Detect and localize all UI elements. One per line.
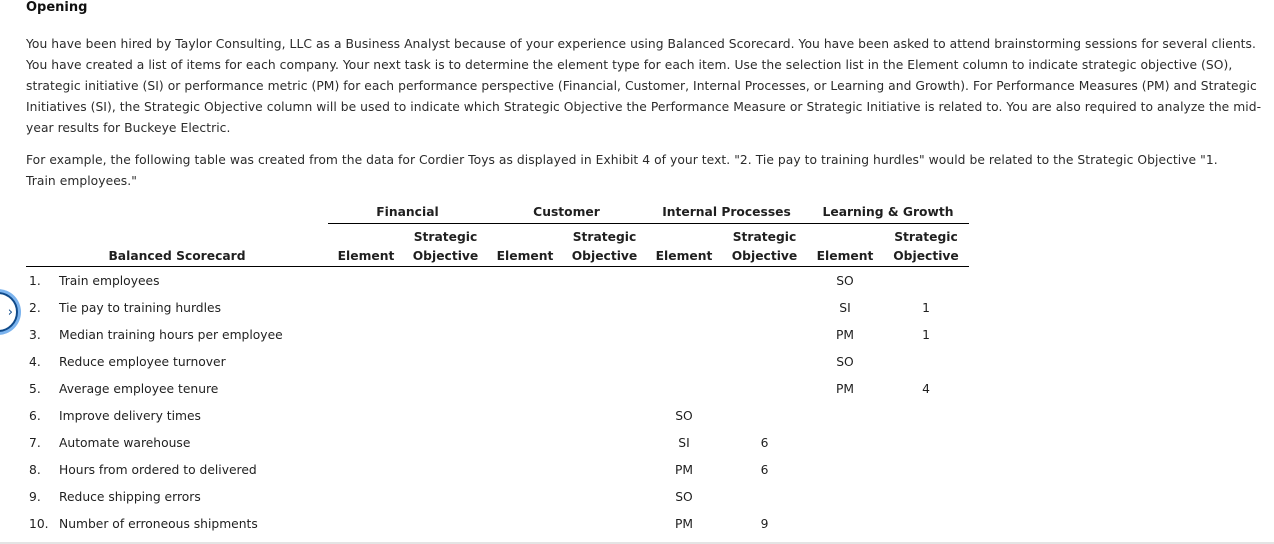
financial-element-cell (328, 321, 404, 348)
table-row (26, 510, 969, 537)
row-number: 10. (29, 516, 49, 531)
financial-element-cell (328, 429, 404, 456)
learning-element-cell: SO (836, 354, 854, 369)
row-number: 2. (29, 300, 41, 315)
internal-objective-cell (722, 294, 807, 321)
internal-element-cell: SO (675, 408, 693, 423)
intro-paragraph: You have been hired by Taylor Consulting, LLC as a Business Analyst because of your experience using Balanced Scorecard. You have been asked to attend brainstorming sessions for several clients. You have created a list of items for each company. Your next task is to determine the element type for each item. Use the selection list in the Element column to indicate strategic objective (SO), strategic initiative (SI) or performance metric (PM) for each performance perspective (Financial, Customer, Internal Processes, or Learning and Growth). For Performance Measures (PM) and Strategic Initiatives (SI), the Strategic Objective column will be used to indicate which Strategic Objective the Performance Measure or Strategic Initiative is related to. You are also required to analyze the mid-year results for Buckeye Electric. (26, 37, 1262, 135)
internal-objective-cell: 6 (760, 462, 769, 477)
perspective-learning-growth: Learning & Growth (807, 200, 969, 224)
learning-element-cell (807, 402, 883, 429)
financial-objective-cell (404, 267, 487, 295)
internal-objective-cell: 6 (760, 435, 769, 450)
row-number: 9. (29, 489, 41, 504)
financial-element-cell (328, 510, 404, 537)
financial-objective-cell (404, 348, 487, 375)
internal-element-cell (646, 294, 722, 321)
customer-objective-cell (563, 294, 646, 321)
customer-objective-cell (563, 483, 646, 510)
row-number: 6. (29, 408, 41, 423)
financial-objective-cell (404, 429, 487, 456)
chevron-right-icon: › (7, 304, 13, 320)
learning-objective-cell (883, 402, 969, 429)
scorecard-body (26, 267, 969, 538)
learning-element-cell: PM (835, 327, 855, 342)
perspective-internal-processes: Internal Processes (646, 200, 807, 224)
customer-element-cell (487, 348, 563, 375)
customer-element-cell (487, 321, 563, 348)
financial-element-cell (328, 402, 404, 429)
internal-objective-cell (722, 321, 807, 348)
customer-element-cell (487, 510, 563, 537)
customer-objective-cell (563, 429, 646, 456)
customer-element-cell (487, 483, 563, 510)
element-header: Element (328, 245, 404, 267)
financial-element-cell (328, 294, 404, 321)
financial-objective-cell (404, 321, 487, 348)
table-row (26, 483, 969, 510)
objective-header: Objective (722, 245, 807, 267)
learning-element-cell (807, 483, 883, 510)
row-item: Median training hours per employee (59, 327, 283, 342)
learning-objective-cell (883, 483, 969, 510)
internal-element-cell: SI (678, 435, 690, 450)
customer-objective-cell (563, 267, 646, 295)
learning-objective-cell (883, 510, 969, 537)
internal-objective-cell (722, 402, 807, 429)
financial-objective-cell (404, 375, 487, 402)
row-item: Number of erroneous shipments (59, 516, 258, 531)
customer-objective-cell (563, 402, 646, 429)
customer-element-cell (487, 429, 563, 456)
strategic-label: Strategic (413, 230, 478, 244)
internal-objective-cell (722, 348, 807, 375)
learning-element-cell (807, 456, 883, 483)
element-header: Element (807, 245, 883, 267)
strategic-label: Strategic (572, 230, 637, 244)
internal-objective-cell (722, 483, 807, 510)
element-header: Element (646, 245, 722, 267)
internal-element-cell: SO (675, 489, 693, 504)
customer-element-cell (487, 267, 563, 295)
row-item: Tie pay to training hurdles (59, 300, 221, 315)
table-row (26, 321, 969, 348)
customer-element-cell (487, 456, 563, 483)
balanced-scorecard-table (26, 200, 969, 537)
column-header-row-1 (26, 224, 969, 246)
internal-objective-cell (722, 375, 807, 402)
row-number: 5. (29, 381, 41, 396)
objective-header: Objective (404, 245, 487, 267)
table-row (26, 456, 969, 483)
learning-element-cell: SI (839, 300, 851, 315)
element-header: Element (487, 245, 563, 267)
financial-objective-cell (404, 456, 487, 483)
objective-header: Objective (563, 245, 646, 267)
table-row (26, 402, 969, 429)
learning-objective-cell: 4 (922, 381, 930, 396)
customer-objective-cell (563, 510, 646, 537)
financial-element-cell (328, 348, 404, 375)
internal-objective-cell: 9 (760, 516, 769, 531)
financial-objective-cell (404, 510, 487, 537)
row-number: 8. (29, 462, 41, 477)
row-item: Average employee tenure (59, 381, 219, 396)
customer-element-cell (487, 402, 563, 429)
learning-element-cell (807, 510, 883, 537)
table-row (26, 294, 969, 321)
financial-objective-cell (404, 483, 487, 510)
table-row (26, 375, 969, 402)
row-item: Hours from ordered to delivered (59, 462, 257, 477)
internal-element-cell (646, 375, 722, 402)
customer-objective-cell (563, 321, 646, 348)
customer-objective-cell (563, 375, 646, 402)
page-heading: Opening (26, 0, 88, 15)
internal-element-cell (646, 348, 722, 375)
strategic-label: Strategic (732, 230, 797, 244)
table-row (26, 348, 969, 375)
financial-element-cell (328, 483, 404, 510)
table-row (26, 267, 969, 295)
learning-objective-cell (883, 456, 969, 483)
table-row (26, 429, 969, 456)
learning-objective-cell (883, 267, 969, 295)
learning-objective-cell (883, 429, 969, 456)
financial-objective-cell (404, 402, 487, 429)
learning-objective-cell: 1 (922, 327, 930, 342)
row-item: Improve delivery times (59, 408, 201, 423)
learning-element-cell: PM (835, 381, 855, 396)
financial-element-cell (328, 267, 404, 295)
learning-element-cell (807, 429, 883, 456)
customer-element-cell (487, 375, 563, 402)
financial-element-cell (328, 456, 404, 483)
example-paragraph: For example, the following table was created from the data for Cordier Toys as displayed in Exhibit 4 of your text. "2. Tie pay to training hurdles" would be related to the Strategic Objective "1. Train employees." (26, 153, 1218, 188)
customer-objective-cell (563, 456, 646, 483)
financial-objective-cell (404, 294, 487, 321)
column-header-row-2 (26, 245, 969, 267)
row-number: 1. (29, 273, 41, 288)
row-item: Reduce shipping errors (59, 489, 201, 504)
objective-header: Objective (883, 245, 969, 267)
internal-objective-cell (722, 267, 807, 295)
learning-objective-cell (883, 348, 969, 375)
customer-element-cell (487, 294, 563, 321)
internal-element-cell: PM (674, 516, 694, 531)
internal-element-cell: PM (674, 462, 694, 477)
row-number: 4. (29, 354, 41, 369)
perspective-financial: Financial (328, 200, 487, 224)
perspective-header-row (26, 200, 969, 224)
perspective-customer: Customer (487, 200, 646, 224)
row-number: 3. (29, 327, 41, 342)
strategic-label: Strategic (894, 230, 958, 244)
row-number: 7. (29, 435, 41, 450)
balanced-scorecard-header: Balanced Scorecard (26, 245, 328, 267)
internal-element-cell (646, 321, 722, 348)
row-item: Reduce employee turnover (59, 354, 226, 369)
internal-element-cell (646, 267, 722, 295)
row-item: Automate warehouse (59, 435, 191, 450)
row-item: Train employees (59, 273, 160, 288)
learning-objective-cell: 1 (922, 300, 930, 315)
financial-element-cell (328, 375, 404, 402)
customer-objective-cell (563, 348, 646, 375)
learning-element-cell: SO (836, 273, 854, 288)
scroll-button[interactable] (0, 292, 18, 332)
